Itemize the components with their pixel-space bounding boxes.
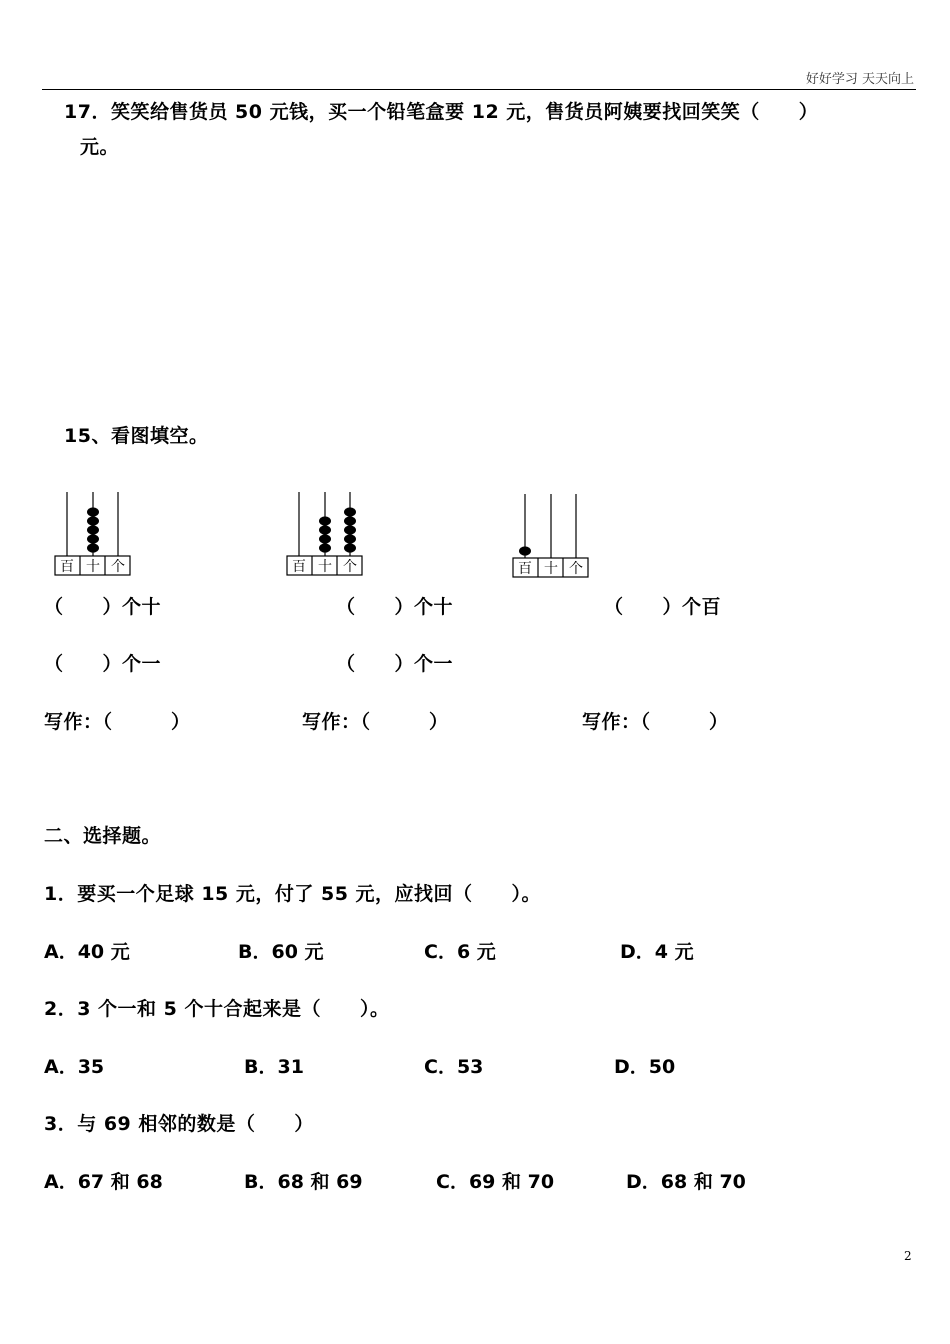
label-ones: 个 [343,559,357,575]
abacus-3-hundreds-beads [519,546,531,555]
q15-title: 15、看图填空。 [64,425,209,447]
mc-q2-option-a: A．35 [44,1056,105,1078]
bead [519,546,531,555]
mc-q2-option-d: D．50 [614,1056,676,1078]
page-number: 2 [904,1249,912,1263]
label-hundreds: 百 [60,559,74,575]
q15-row3-b: 写作：（ ） [302,711,449,733]
abacus-3 [512,492,590,580]
bead [87,507,99,516]
bead [87,516,99,525]
label-tens: 十 [86,559,100,575]
label-tens: 十 [544,561,558,577]
mc-q2-option-b: B．31 [244,1056,304,1078]
q15-row2-b: （ ）个一 [336,653,454,675]
bead [344,507,356,516]
q15-row3-a: 写作：（ ） [44,711,191,733]
mc-q2-option-c: C．53 [424,1056,484,1078]
q15-row1-b: （ ）个十 [336,596,454,618]
label-hundreds: 百 [518,561,532,577]
bead [87,525,99,534]
abacus-2-ones-beads [344,507,356,552]
bead [344,543,356,552]
bead [344,534,356,543]
abacus-2-tens-beads [319,516,331,552]
bead [319,543,331,552]
abacus-1-tens-beads [87,507,99,552]
q17-line1: 17．笑笑给售货员 50 元钱，买一个铅笔盒要 12 元，售货员阿姨要找回笑笑（ ） [64,101,819,123]
bead [319,516,331,525]
label-ones: 个 [569,561,583,577]
bead [87,534,99,543]
label-tens: 十 [318,559,332,575]
abacus-2 [286,490,364,578]
q15-row1-a: （ ）个十 [44,596,162,618]
bead [87,543,99,552]
mc-q1-stem: 1．要买一个足球 15 元，付了 55 元，应找回（ ）。 [44,883,542,905]
mc-q3-stem: 3．与 69 相邻的数是（ ） [44,1113,314,1135]
label-hundreds: 百 [292,559,306,575]
mc-q1-option-b: B．60 元 [238,941,324,963]
bead [319,525,331,534]
section2-title: 二、选择题。 [44,825,162,847]
q15-row3-c: 写作：（ ） [582,711,729,733]
mc-q1-option-d: D．4 元 [620,941,694,963]
header-rule [42,89,916,90]
q17-line2: 元。 [80,136,120,158]
mc-q3-option-a: A．67 和 68 [44,1171,163,1193]
mc-q3-option-b: B．68 和 69 [244,1171,363,1193]
q15-row1-c: （ ）个百 [604,596,722,618]
label-ones: 个 [111,559,125,575]
mc-q3-option-d: D．68 和 70 [626,1171,746,1193]
mc-q2-stem: 2．3 个一和 5 个十合起来是（ ）。 [44,998,390,1020]
abacus-1 [54,490,132,578]
page-header: 好好学习 天天向上 [805,72,914,87]
bead [344,516,356,525]
mc-q1-option-a: A．40 元 [44,941,130,963]
bead [319,534,331,543]
mc-q1-option-c: C．6 元 [424,941,496,963]
bead [344,525,356,534]
q15-row2-a: （ ）个一 [44,653,162,675]
mc-q3-option-c: C．69 和 70 [436,1171,555,1193]
